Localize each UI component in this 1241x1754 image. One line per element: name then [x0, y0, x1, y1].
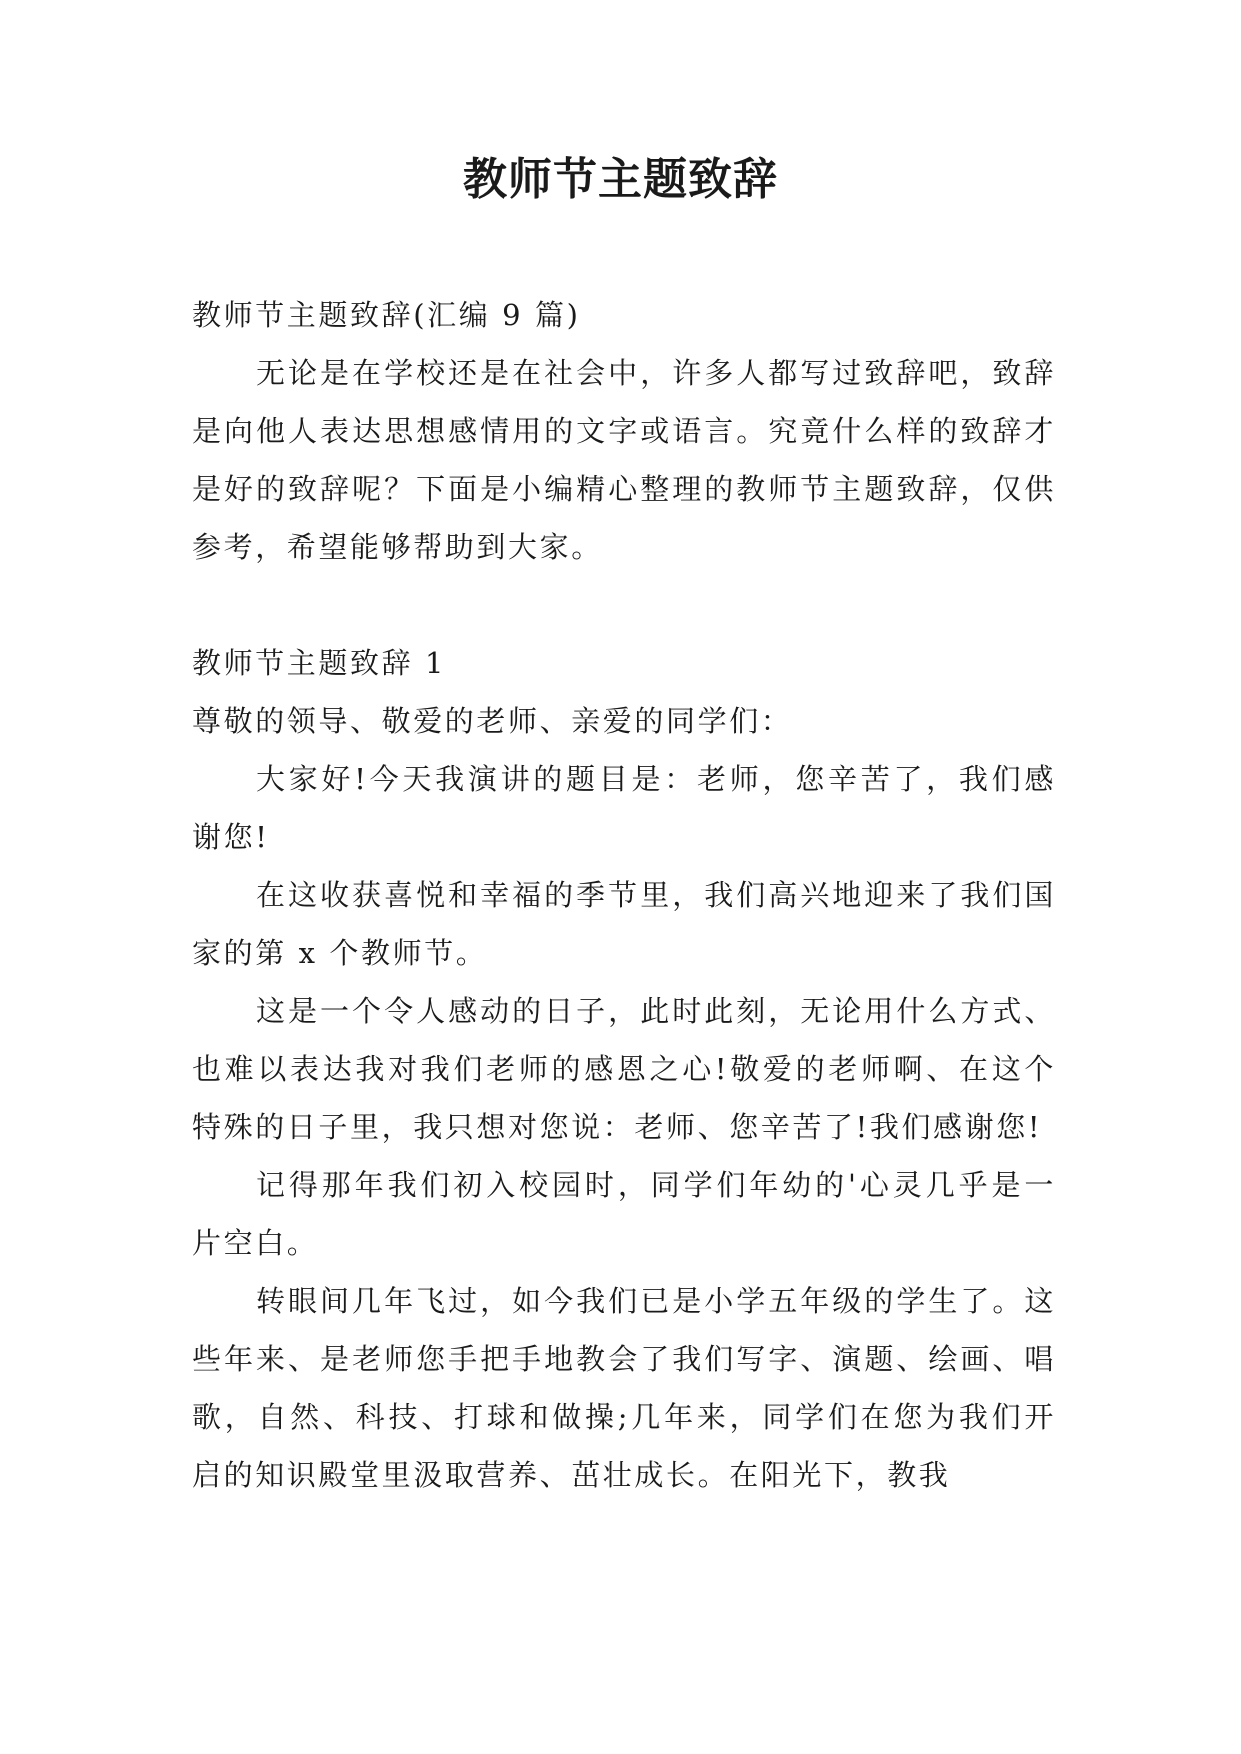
document-title: 教师节主题致辞	[463, 154, 778, 205]
intro-paragraph: 无论是在学校还是在社会中，许多人都写过致辞吧，致辞是向他人表达思想感情用的文字或语言。究竟什么样的致辞才是好的致辞呢？下面是小编精心整理的教师节主题致辞，仅供参考，希望能够帮助到大家。	[192, 356, 1056, 564]
body-paragraph: 转眼间几年飞过，如今我们已是小学五年级的学生了。这些年来、是老师您手把手地教会了我们写字、演题、绘画、唱歌，自然、科技、打球和做操;几年来，同学们在您为我们开启的知识殿堂里汲取营养、茁壮成长。在阳光下，教我	[192, 1284, 1056, 1492]
section-heading: 教师节主题致辞 1	[192, 646, 447, 680]
section-spacer	[192, 576, 1056, 634]
document-body	[192, 286, 1056, 1504]
body-paragraph: 这是一个令人感动的日子，此时此刻，无论用什么方式、也难以表达我对我们老师的感恩之心!敬爱的老师啊、在这个特殊的日子里，我只想对您说：老师、您辛苦了!我们感谢您!	[192, 994, 1056, 1144]
body-paragraph: 在这收获喜悦和幸福的季节里，我们高兴地迎来了我们国家的第 x 个教师节。	[192, 878, 1056, 970]
salutation: 尊敬的领导、敬爱的老师、亲爱的同学们：	[192, 704, 793, 738]
body-paragraph: 记得那年我们初入校园时，同学们年幼的'心灵几乎是一片空白。	[192, 1168, 1056, 1260]
document-subtitle: 教师节主题致辞(汇编 9 篇)	[192, 298, 581, 332]
body-paragraph: 大家好!今天我演讲的题目是：老师，您辛苦了，我们感谢您!	[192, 762, 1056, 854]
